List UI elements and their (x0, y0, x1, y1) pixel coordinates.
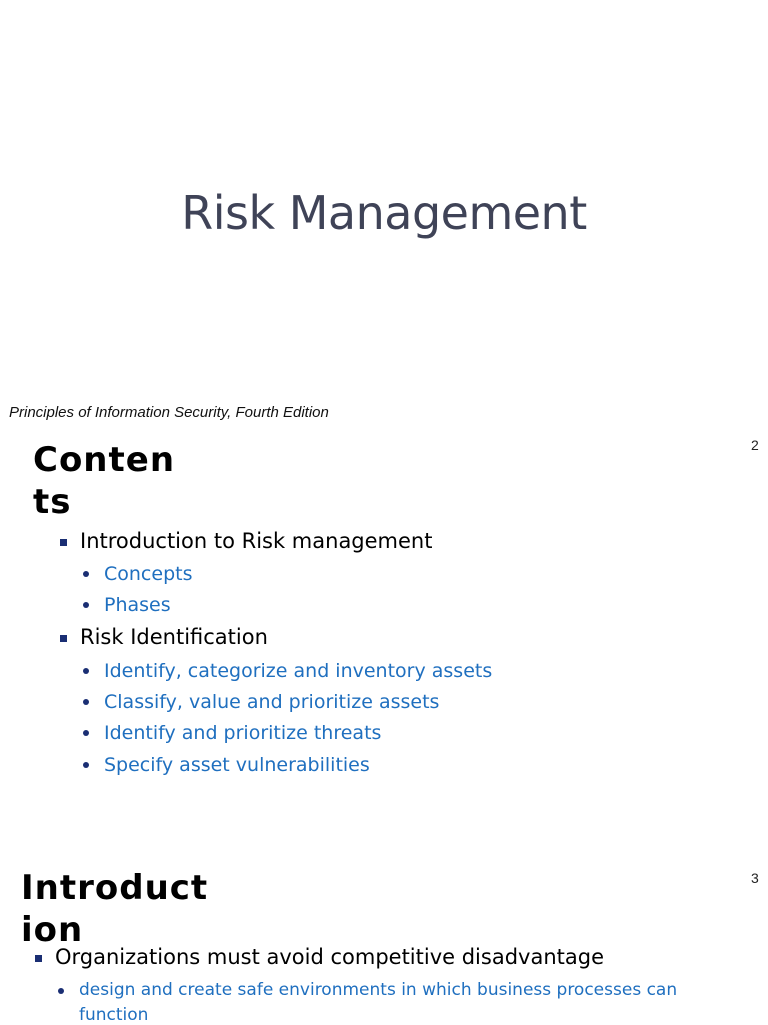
list-item (104, 722, 381, 744)
page-number: 3 (751, 870, 759, 886)
list-item-text: design and create safe environments in which business processes can (79, 980, 678, 1000)
list-item (80, 529, 432, 553)
slide-heading-line: Introduct (21, 868, 209, 908)
dot-bullet-icon (83, 730, 89, 736)
list-item-continuation (79, 1005, 148, 1025)
list-item-text: Risk Identification (80, 625, 268, 649)
list-item (79, 980, 677, 1000)
list-item (104, 563, 192, 585)
slide-heading (33, 439, 175, 523)
list-item-text: Classify, value and prioritize assets (104, 691, 440, 713)
list-item (80, 625, 268, 649)
square-bullet-icon (60, 635, 67, 642)
list-item-text: Concepts (104, 563, 193, 585)
slide-footer: Principles of Information Security, Fourth Edition (9, 404, 329, 421)
list-item-text: Specify asset vulnerabilities (104, 754, 370, 776)
list-item (104, 594, 171, 616)
dot-bullet-icon (83, 571, 89, 577)
page-number: 2 (751, 437, 759, 453)
list-item-text: Organizations must avoid competitive disadvantage (55, 945, 604, 969)
dot-bullet-icon (83, 668, 89, 674)
list-item-text: Identify and prioritize threats (104, 722, 382, 744)
list-item-text: Identify, categorize and inventory assets (104, 660, 493, 682)
list-item-text: Introduction to Risk management (80, 529, 433, 553)
list-item-text: Phases (104, 594, 171, 616)
dot-bullet-icon (83, 602, 89, 608)
square-bullet-icon (35, 955, 42, 962)
list-item (104, 660, 492, 682)
dot-bullet-icon (83, 762, 89, 768)
slide-heading-line: Conten (33, 440, 176, 480)
list-item-text: function (79, 1005, 149, 1025)
slide-heading-line: ion (21, 910, 84, 950)
list-item (104, 754, 370, 776)
dot-bullet-icon (58, 988, 64, 994)
list-item (104, 691, 439, 713)
list-item (55, 945, 604, 969)
slide-heading-line: ts (33, 482, 72, 522)
dot-bullet-icon (83, 699, 89, 705)
slide-heading (21, 867, 208, 951)
slide-title: Risk Management (181, 186, 587, 240)
square-bullet-icon (60, 539, 67, 546)
